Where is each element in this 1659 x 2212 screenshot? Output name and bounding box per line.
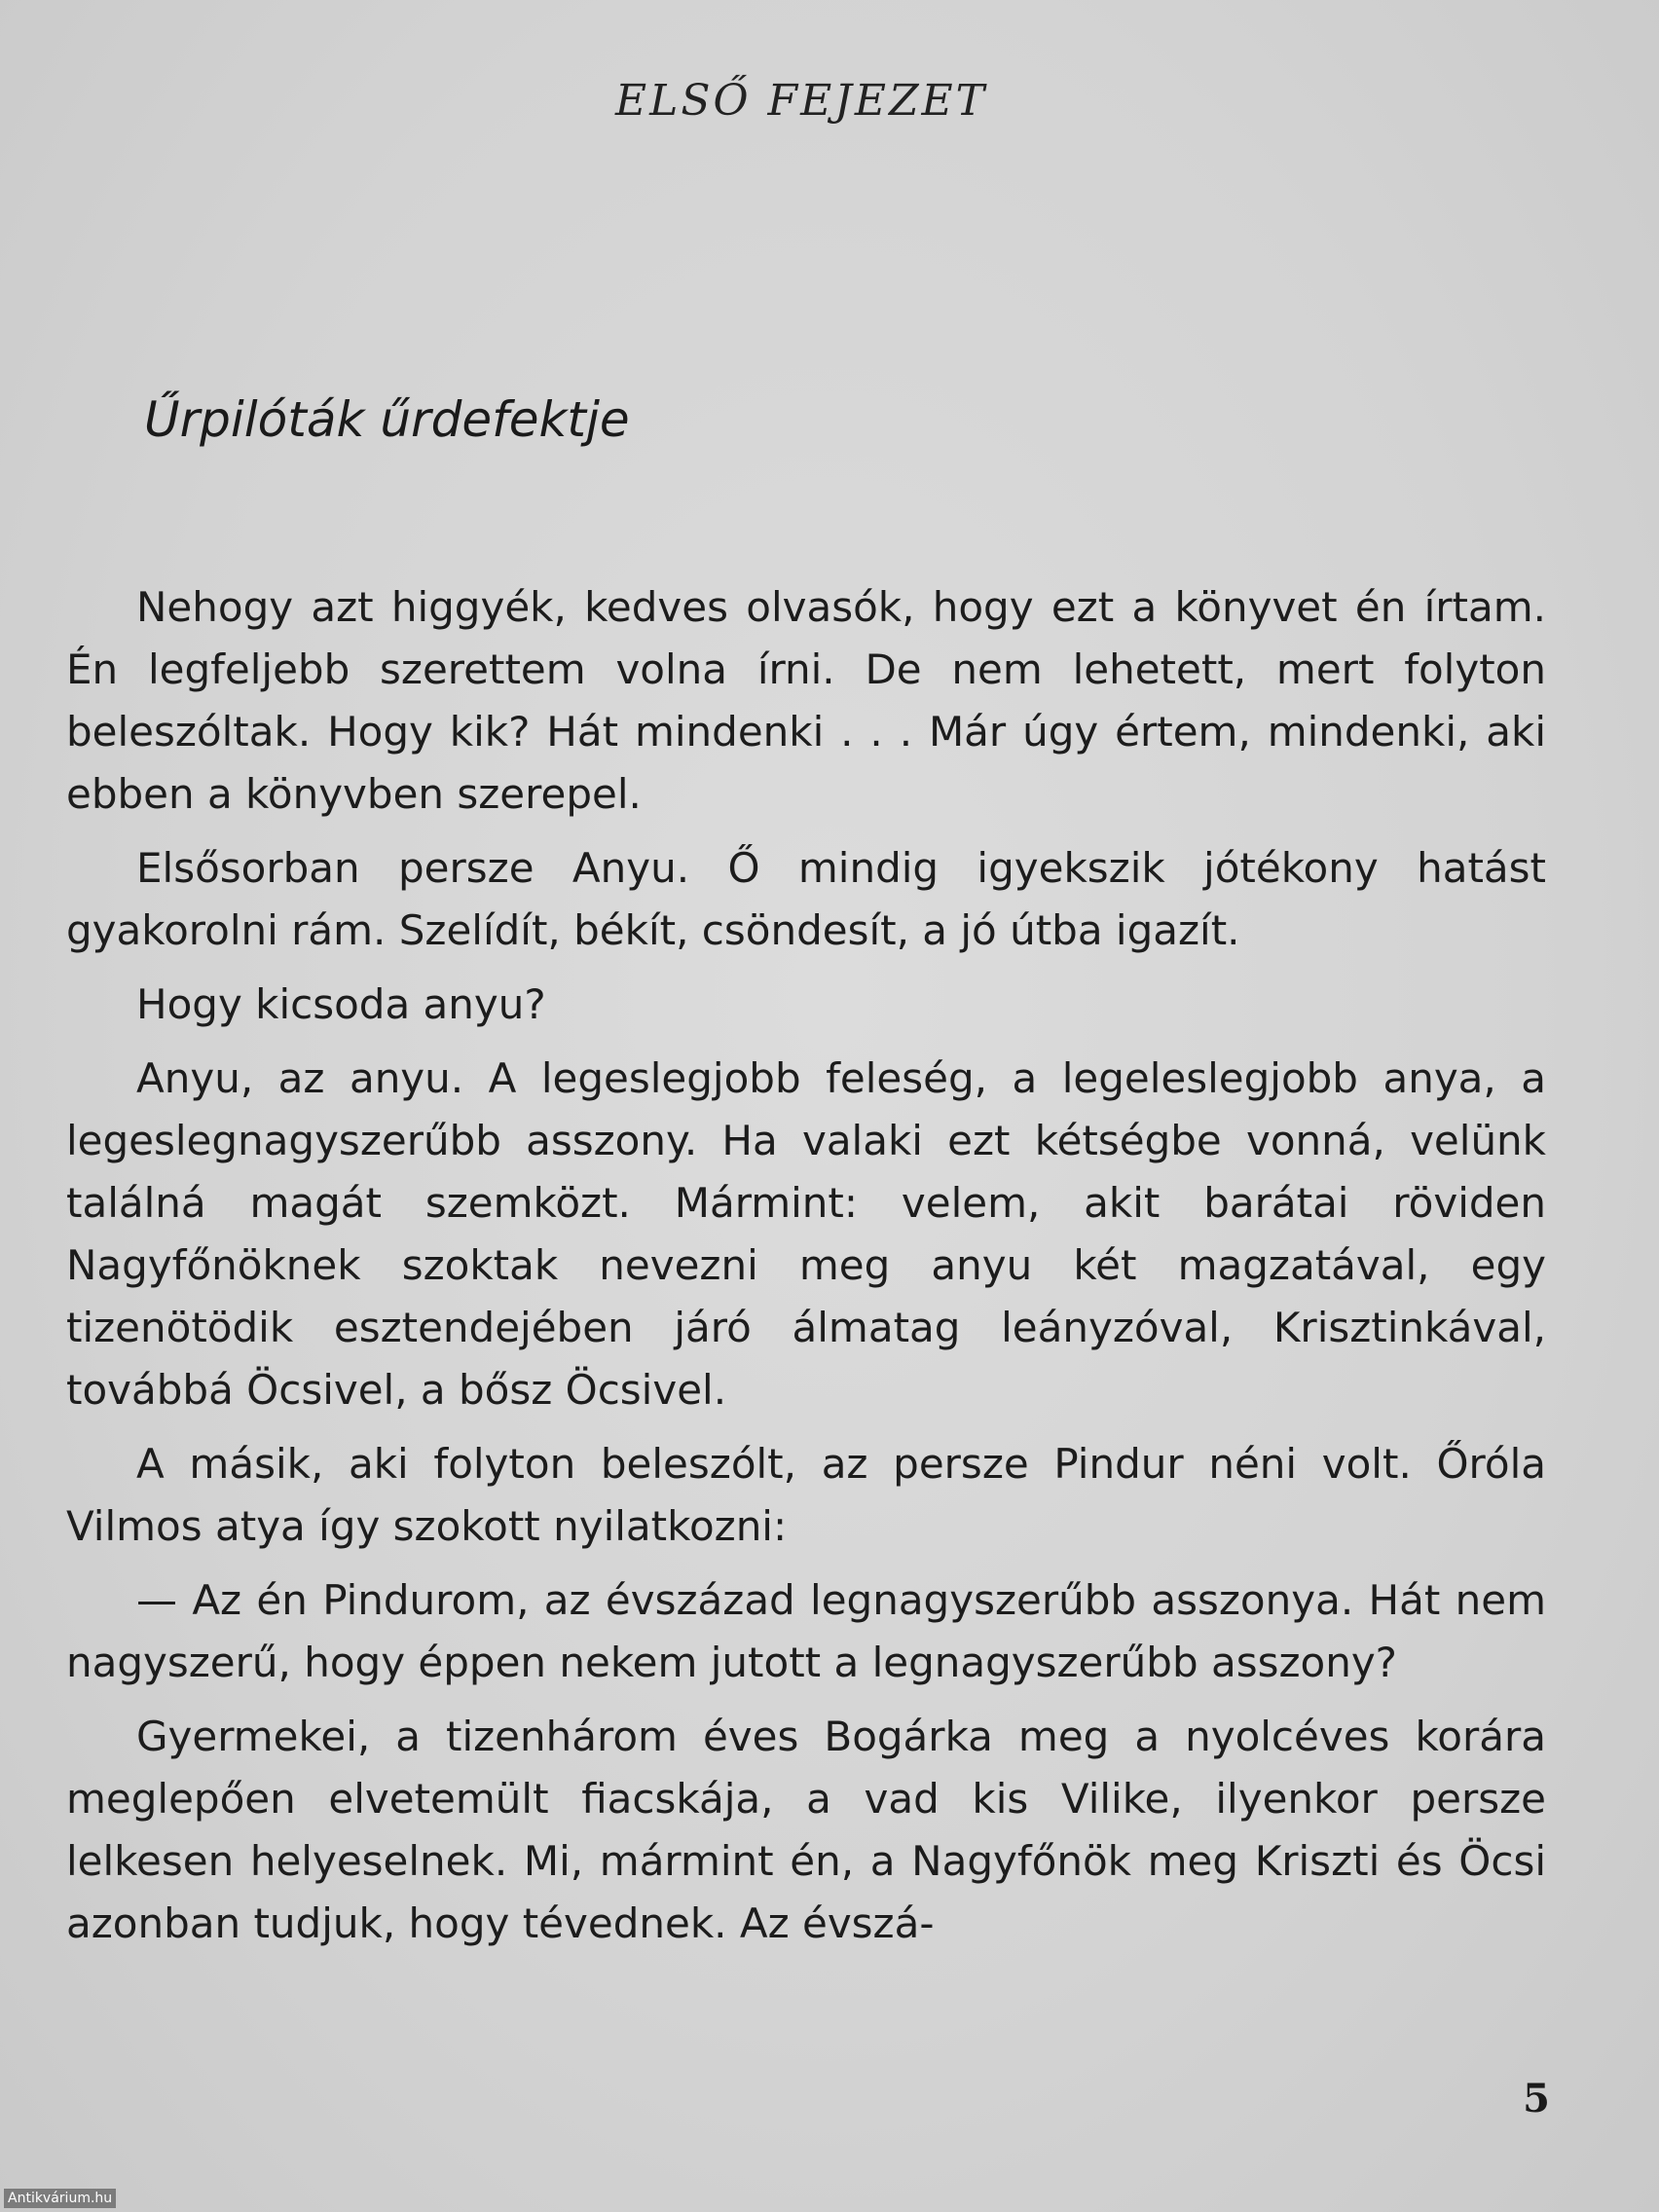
paragraph: Gyermekei, a tizenhárom éves Bogárka meg a nyolcéves korára meglepően elvetemült fiacskája, a vad kis Vilike, ilyenkor persze lelkesen helyeselnek. Mi, mármint én, a Nagyfőnök meg Kriszti és Öcsi azonban tudjuk, hogy tévednek. Az évszá- — [66, 1713, 1546, 1947]
paragraph: Nehogy azt higgyék, kedves olvasók, hogy ezt a könyvet én írtam. Én legfeljebb szerettem volna írni. De nem lehetett, mert folyton beleszóltak. Hogy kik? Hát mindenki . . . Már úgy értem, mindenki, aki ebben a könyvben szerepel. — [66, 583, 1546, 818]
watermark: Antikvárium.hu — [4, 2189, 116, 2208]
paragraph: Hogy kicsoda anyu? — [136, 980, 546, 1028]
running-head: ELSŐ FEJEZET — [615, 76, 987, 126]
paragraph: A másik, aki folyton beleszólt, az persze Pindur néni volt. Őróla Vilmos atya így szokott nyilatkozni: — [66, 1440, 1546, 1550]
chapter-title: Űrpilóták űrdefektje — [144, 391, 630, 448]
page-number: 5 — [1523, 2076, 1550, 2121]
paragraph: Anyu, az anyu. A legeslegjobb feleség, a legeleslegjobb anya, a legeslegnagyszerűbb asszony. Ha valaki ezt kétségbe vonná, velünk találná magát szemközt. Mármint: velem, akit barátai röviden Nagyfőnöknek szoktak nevezni meg anyu két magzatával, egy tizenötödik esztendejében járó álmatag leányzóval, Krisztinkával, továbbá Öcsivel, a bősz Öcsivel. — [66, 1054, 1546, 1414]
paragraph: Elsősorban persze Anyu. Ő mindig igyekszik jótékony hatást gyakorolni rám. Szelídít, békít, csöndesít, a jó útba igazít. — [66, 844, 1546, 954]
paragraph: — Az én Pindurom, az évszázad legnagyszerűbb asszonya. Hát nem nagyszerű, hogy éppen nekem jutott a legnagyszerűbb asszony? — [66, 1576, 1546, 1686]
body-text — [66, 576, 1546, 1967]
